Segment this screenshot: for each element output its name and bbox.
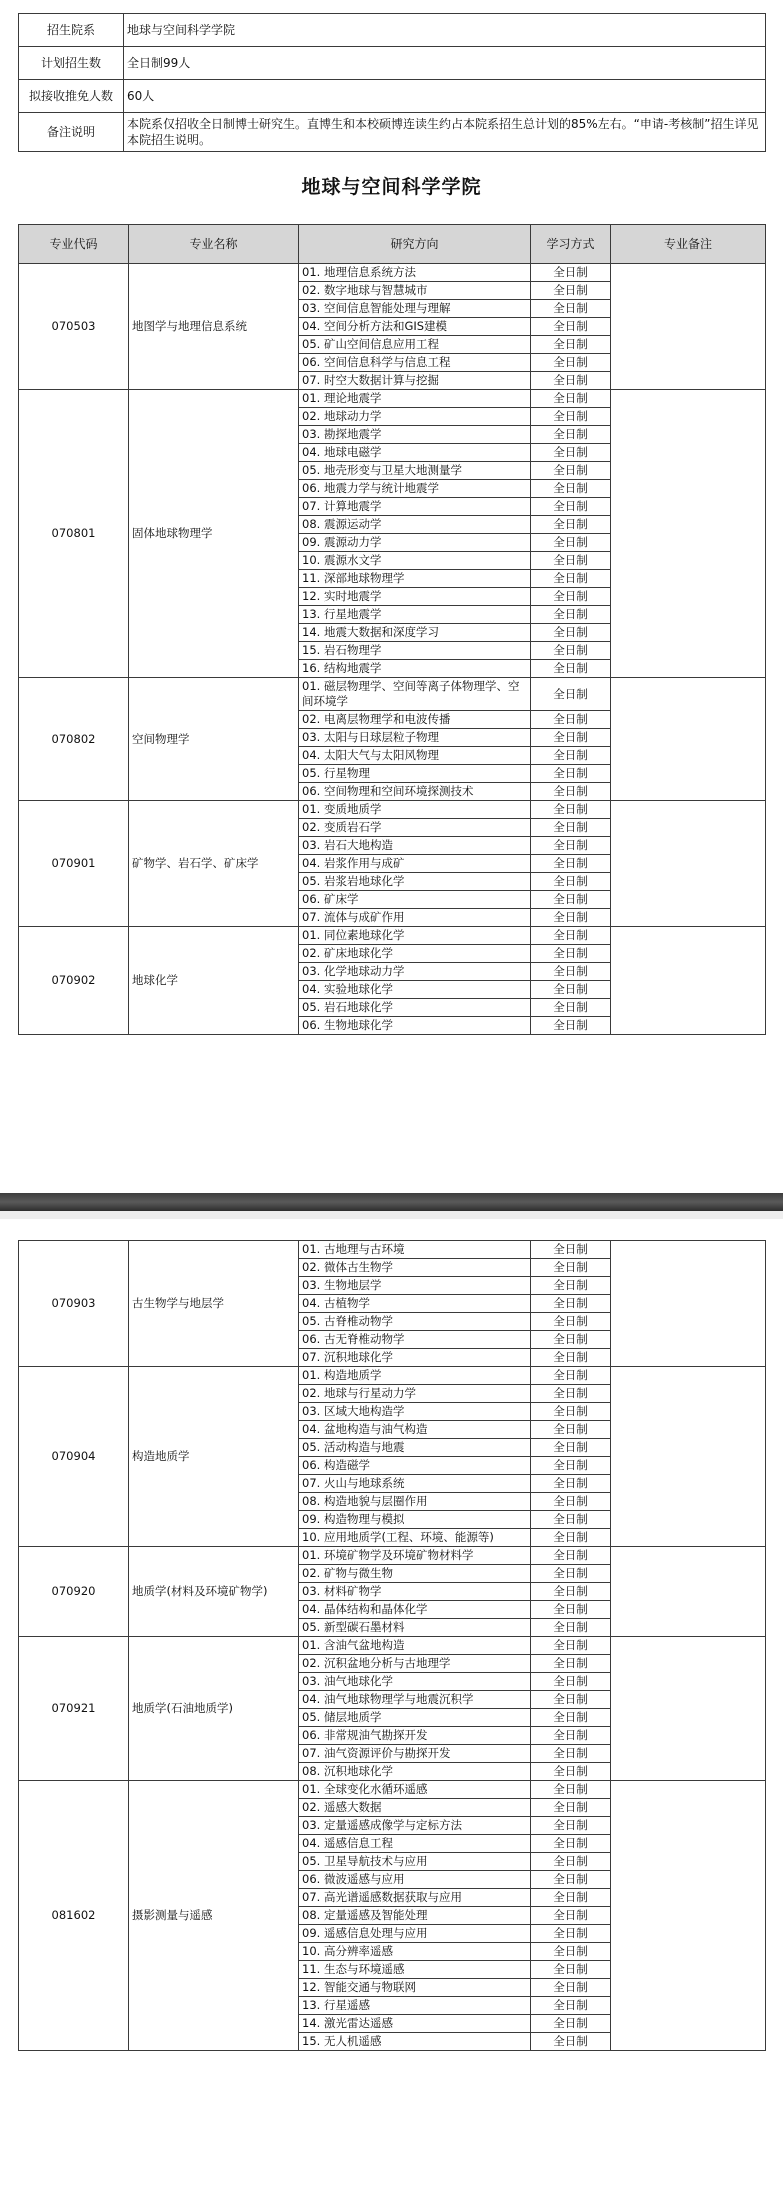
- study-mode: 全日制: [531, 1547, 611, 1565]
- page-gap: [0, 1211, 783, 1219]
- research-direction: 03. 太阳与日球层粒子物理: [299, 729, 531, 747]
- major-remark: [611, 1547, 766, 1637]
- research-direction: 06. 生物地球化学: [299, 1017, 531, 1035]
- study-mode: 全日制: [531, 300, 611, 318]
- research-direction: 06. 非常规油气勘探开发: [299, 1727, 531, 1745]
- study-mode: 全日制: [531, 1943, 611, 1961]
- major-code: 070802: [19, 678, 129, 801]
- major-name: 构造地质学: [129, 1367, 299, 1547]
- major-name: 古生物学与地层学: [129, 1241, 299, 1367]
- major-remark: [611, 927, 766, 1035]
- research-direction: 05. 地壳形变与卫星大地测量学: [299, 462, 531, 480]
- study-mode: 全日制: [531, 1727, 611, 1745]
- majors-section-1: [18, 224, 765, 1035]
- research-direction: 03. 化学地球动力学: [299, 963, 531, 981]
- study-mode: 全日制: [531, 1277, 611, 1295]
- major-remark: [611, 264, 766, 390]
- study-mode: 全日制: [531, 372, 611, 390]
- research-direction: 06. 构造磁学: [299, 1457, 531, 1475]
- research-direction: 01. 地理信息系统方法: [299, 264, 531, 282]
- research-direction: 04. 地球电磁学: [299, 444, 531, 462]
- info-value: 本院系仅招收全日制博士研究生。直博生和本校硕博连读生约占本院系招生总计划的85%左右。“申请-考核制”招生详见本院招生说明。: [124, 113, 766, 152]
- research-direction: 05. 行星物理: [299, 765, 531, 783]
- research-direction: 03. 生物地层学: [299, 1277, 531, 1295]
- research-direction: 08. 构造地貌与层圈作用: [299, 1493, 531, 1511]
- study-mode: 全日制: [531, 1709, 611, 1727]
- study-mode: 全日制: [531, 534, 611, 552]
- study-mode: 全日制: [531, 1619, 611, 1637]
- research-direction: 02. 微体古生物学: [299, 1259, 531, 1277]
- research-direction: 04. 实验地球化学: [299, 981, 531, 999]
- majors-table-2: [18, 1240, 766, 2051]
- info-key: 备注说明: [19, 113, 124, 152]
- study-mode: 全日制: [531, 1997, 611, 2015]
- study-mode: 全日制: [531, 1259, 611, 1277]
- page-title: 地球与空间科学学院: [301, 176, 482, 198]
- major-remark: [611, 1241, 766, 1367]
- study-mode: 全日制: [531, 1655, 611, 1673]
- research-direction: 07. 流体与成矿作用: [299, 909, 531, 927]
- major-remark: [611, 678, 766, 801]
- research-direction: 05. 活动构造与地震: [299, 1439, 531, 1457]
- header-mode: 学习方式: [531, 225, 611, 264]
- table-row: [19, 678, 766, 711]
- research-direction: 04. 晶体结构和晶体化学: [299, 1601, 531, 1619]
- study-mode: 全日制: [531, 1583, 611, 1601]
- research-direction: 15. 岩石物理学: [299, 642, 531, 660]
- study-mode: 全日制: [531, 927, 611, 945]
- study-mode: 全日制: [531, 855, 611, 873]
- research-direction: 15. 无人机遥感: [299, 2033, 531, 2051]
- research-direction: 03. 区域大地构造学: [299, 1403, 531, 1421]
- research-direction: 11. 生态与环境遥感: [299, 1961, 531, 1979]
- header-name: 专业名称: [129, 225, 299, 264]
- research-direction: 05. 岩浆岩地球化学: [299, 873, 531, 891]
- research-direction: 02. 数字地球与智慧城市: [299, 282, 531, 300]
- study-mode: 全日制: [531, 1799, 611, 1817]
- research-direction: 03. 空间信息智能处理与理解: [299, 300, 531, 318]
- major-code: 070903: [19, 1241, 129, 1367]
- study-mode: 全日制: [531, 570, 611, 588]
- research-direction: 10. 应用地质学(工程、环境、能源等): [299, 1529, 531, 1547]
- study-mode: 全日制: [531, 801, 611, 819]
- study-mode: 全日制: [531, 642, 611, 660]
- table-row: [19, 927, 766, 945]
- study-mode: 全日制: [531, 1835, 611, 1853]
- study-mode: 全日制: [531, 1241, 611, 1259]
- study-mode: 全日制: [531, 819, 611, 837]
- info-key: 拟接收推免人数: [19, 80, 124, 113]
- study-mode: 全日制: [531, 408, 611, 426]
- study-mode: 全日制: [531, 999, 611, 1017]
- research-direction: 13. 行星地震学: [299, 606, 531, 624]
- research-direction: 02. 矿床地球化学: [299, 945, 531, 963]
- study-mode: 全日制: [531, 873, 611, 891]
- study-mode: 全日制: [531, 1889, 611, 1907]
- research-direction: 08. 震源运动学: [299, 516, 531, 534]
- study-mode: 全日制: [531, 1349, 611, 1367]
- majors-body-1: [19, 264, 766, 1035]
- study-mode: 全日制: [531, 1331, 611, 1349]
- study-mode: 全日制: [531, 1925, 611, 1943]
- study-mode: 全日制: [531, 1421, 611, 1439]
- study-mode: 全日制: [531, 1475, 611, 1493]
- research-direction: 02. 地球与行星动力学: [299, 1385, 531, 1403]
- study-mode: 全日制: [531, 390, 611, 408]
- info-row-recommend: [19, 80, 766, 113]
- research-direction: 10. 高分辨率遥感: [299, 1943, 531, 1961]
- research-direction: 06. 微波遥感与应用: [299, 1871, 531, 1889]
- research-direction: 02. 沉积盆地分析与古地理学: [299, 1655, 531, 1673]
- table-row: [19, 390, 766, 408]
- research-direction: 07. 计算地震学: [299, 498, 531, 516]
- research-direction: 11. 深部地球物理学: [299, 570, 531, 588]
- study-mode: 全日制: [531, 747, 611, 765]
- study-mode: 全日制: [531, 498, 611, 516]
- study-mode: 全日制: [531, 1871, 611, 1889]
- research-direction: 03. 定量遥感成像学与定标方法: [299, 1817, 531, 1835]
- study-mode: 全日制: [531, 2015, 611, 2033]
- research-direction: 02. 矿物与微生物: [299, 1565, 531, 1583]
- research-direction: 14. 地震大数据和深度学习: [299, 624, 531, 642]
- research-direction: 03. 材料矿物学: [299, 1583, 531, 1601]
- research-direction: 06. 空间信息科学与信息工程: [299, 354, 531, 372]
- study-mode: 全日制: [531, 1979, 611, 1997]
- research-direction: 01. 全球变化水循环遥感: [299, 1781, 531, 1799]
- study-mode: 全日制: [531, 1457, 611, 1475]
- research-direction: 04. 油气地球物理学与地震沉积学: [299, 1691, 531, 1709]
- study-mode: 全日制: [531, 426, 611, 444]
- research-direction: 01. 同位素地球化学: [299, 927, 531, 945]
- study-mode: 全日制: [531, 1385, 611, 1403]
- study-mode: 全日制: [531, 945, 611, 963]
- research-direction: 16. 结构地震学: [299, 660, 531, 678]
- major-code: 070902: [19, 927, 129, 1035]
- table-row: [19, 1637, 766, 1655]
- research-direction: 07. 时空大数据计算与挖掘: [299, 372, 531, 390]
- research-direction: 08. 定量遥感及智能处理: [299, 1907, 531, 1925]
- study-mode: 全日制: [531, 1673, 611, 1691]
- research-direction: 05. 卫星导航技术与应用: [299, 1853, 531, 1871]
- research-direction: 01. 变质地质学: [299, 801, 531, 819]
- study-mode: 全日制: [531, 1853, 611, 1871]
- major-name: 地质学(材料及环境矿物学): [129, 1547, 299, 1637]
- research-direction: 04. 太阳大气与太阳风物理: [299, 747, 531, 765]
- research-direction: 13. 行星遥感: [299, 1997, 531, 2015]
- study-mode: 全日制: [531, 1763, 611, 1781]
- major-name: 地质学(石油地质学): [129, 1637, 299, 1781]
- study-mode: 全日制: [531, 624, 611, 642]
- table-row: [19, 1781, 766, 1799]
- research-direction: 01. 磁层物理学、空间等离子体物理学、空间环境学: [299, 678, 531, 711]
- study-mode: 全日制: [531, 1637, 611, 1655]
- info-key: 计划招生数: [19, 47, 124, 80]
- study-mode: 全日制: [531, 318, 611, 336]
- research-direction: 06. 古无脊椎动物学: [299, 1331, 531, 1349]
- major-code: 070920: [19, 1547, 129, 1637]
- info-row-note: [19, 113, 766, 152]
- research-direction: 02. 地球动力学: [299, 408, 531, 426]
- study-mode: 全日制: [531, 1691, 611, 1709]
- study-mode: 全日制: [531, 1601, 611, 1619]
- research-direction: 02. 电离层物理学和电波传播: [299, 711, 531, 729]
- research-direction: 07. 高光谱遥感数据获取与应用: [299, 1889, 531, 1907]
- header-code: 专业代码: [19, 225, 129, 264]
- research-direction: 09. 遥感信息处理与应用: [299, 1925, 531, 1943]
- major-remark: [611, 390, 766, 678]
- research-direction: 06. 空间物理和空间环境探测技术: [299, 783, 531, 801]
- info-value: 全日制99人: [124, 47, 766, 80]
- study-mode: 全日制: [531, 765, 611, 783]
- study-mode: 全日制: [531, 1403, 611, 1421]
- study-mode: 全日制: [531, 678, 611, 711]
- info-row-department: [19, 14, 766, 47]
- study-mode: 全日制: [531, 462, 611, 480]
- majors-table-1: [18, 224, 766, 1035]
- study-mode: 全日制: [531, 282, 611, 300]
- major-remark: [611, 801, 766, 927]
- research-direction: 09. 构造物理与模拟: [299, 1511, 531, 1529]
- study-mode: 全日制: [531, 783, 611, 801]
- study-mode: 全日制: [531, 1511, 611, 1529]
- major-name: 空间物理学: [129, 678, 299, 801]
- research-direction: 03. 油气地球化学: [299, 1673, 531, 1691]
- major-code: 070904: [19, 1367, 129, 1547]
- study-mode: 全日制: [531, 1367, 611, 1385]
- study-mode: 全日制: [531, 1529, 611, 1547]
- study-mode: 全日制: [531, 1493, 611, 1511]
- info-value: 60人: [124, 80, 766, 113]
- study-mode: 全日制: [531, 1817, 611, 1835]
- study-mode: 全日制: [531, 891, 611, 909]
- info-table: [18, 13, 766, 152]
- info-value: 地球与空间科学学院: [124, 14, 766, 47]
- major-name: 地球化学: [129, 927, 299, 1035]
- study-mode: 全日制: [531, 837, 611, 855]
- research-direction: 03. 勘探地震学: [299, 426, 531, 444]
- study-mode: 全日制: [531, 1439, 611, 1457]
- study-mode: 全日制: [531, 1961, 611, 1979]
- table-row: [19, 801, 766, 819]
- table-row: [19, 1367, 766, 1385]
- major-name: 地图学与地理信息系统: [129, 264, 299, 390]
- study-mode: 全日制: [531, 264, 611, 282]
- major-code: 070921: [19, 1637, 129, 1781]
- research-direction: 01. 构造地质学: [299, 1367, 531, 1385]
- info-section: [18, 13, 765, 152]
- study-mode: 全日制: [531, 480, 611, 498]
- study-mode: 全日制: [531, 1017, 611, 1035]
- research-direction: 12. 实时地震学: [299, 588, 531, 606]
- research-direction: 07. 火山与地球系统: [299, 1475, 531, 1493]
- study-mode: 全日制: [531, 1781, 611, 1799]
- research-direction: 14. 激光雷达遥感: [299, 2015, 531, 2033]
- study-mode: 全日制: [531, 909, 611, 927]
- header-remark: 专业备注: [611, 225, 766, 264]
- research-direction: 03. 岩石大地构造: [299, 837, 531, 855]
- major-remark: [611, 1637, 766, 1781]
- study-mode: 全日制: [531, 1313, 611, 1331]
- research-direction: 02. 遥感大数据: [299, 1799, 531, 1817]
- majors-section-2: [18, 1240, 765, 2051]
- table-row: [19, 264, 766, 282]
- study-mode: 全日制: [531, 1745, 611, 1763]
- study-mode: 全日制: [531, 729, 611, 747]
- research-direction: 01. 环境矿物学及环境矿物材料学: [299, 1547, 531, 1565]
- study-mode: 全日制: [531, 1295, 611, 1313]
- research-direction: 01. 古地理与古环境: [299, 1241, 531, 1259]
- research-direction: 04. 空间分析方法和GIS建模: [299, 318, 531, 336]
- info-key: 招生院系: [19, 14, 124, 47]
- research-direction: 06. 矿床学: [299, 891, 531, 909]
- table-header: [19, 225, 766, 264]
- major-name: 摄影测量与遥感: [129, 1781, 299, 2051]
- research-direction: 05. 古脊椎动物学: [299, 1313, 531, 1331]
- research-direction: 04. 遥感信息工程: [299, 1835, 531, 1853]
- research-direction: 04. 岩浆作用与成矿: [299, 855, 531, 873]
- research-direction: 01. 理论地震学: [299, 390, 531, 408]
- header-direction: 研究方向: [299, 225, 531, 264]
- study-mode: 全日制: [531, 336, 611, 354]
- research-direction: 05. 新型碳石墨材料: [299, 1619, 531, 1637]
- major-code: 070901: [19, 801, 129, 927]
- table-row: [19, 1547, 766, 1565]
- major-code: 070801: [19, 390, 129, 678]
- study-mode: 全日制: [531, 981, 611, 999]
- research-direction: 09. 震源动力学: [299, 534, 531, 552]
- research-direction: 07. 油气资源评价与勘探开发: [299, 1745, 531, 1763]
- research-direction: 05. 岩石地球化学: [299, 999, 531, 1017]
- study-mode: 全日制: [531, 1565, 611, 1583]
- study-mode: 全日制: [531, 552, 611, 570]
- info-row-plan: [19, 47, 766, 80]
- page-separator: [0, 1193, 783, 1211]
- research-direction: 07. 沉积地球化学: [299, 1349, 531, 1367]
- study-mode: 全日制: [531, 606, 611, 624]
- research-direction: 12. 智能交通与物联网: [299, 1979, 531, 1997]
- research-direction: 02. 变质岩石学: [299, 819, 531, 837]
- major-remark: [611, 1367, 766, 1547]
- research-direction: 04. 盆地构造与油气构造: [299, 1421, 531, 1439]
- major-code: 070503: [19, 264, 129, 390]
- study-mode: 全日制: [531, 444, 611, 462]
- study-mode: 全日制: [531, 1907, 611, 1925]
- study-mode: 全日制: [531, 963, 611, 981]
- research-direction: 05. 储层地质学: [299, 1709, 531, 1727]
- research-direction: 04. 古植物学: [299, 1295, 531, 1313]
- study-mode: 全日制: [531, 660, 611, 678]
- table-row: [19, 1241, 766, 1259]
- majors-body-2: [19, 1241, 766, 2051]
- study-mode: 全日制: [531, 354, 611, 372]
- major-name: 矿物学、岩石学、矿床学: [129, 801, 299, 927]
- major-code: 081602: [19, 1781, 129, 2051]
- research-direction: 08. 沉积地球化学: [299, 1763, 531, 1781]
- study-mode: 全日制: [531, 516, 611, 534]
- research-direction: 01. 含油气盆地构造: [299, 1637, 531, 1655]
- study-mode: 全日制: [531, 588, 611, 606]
- research-direction: 05. 矿山空间信息应用工程: [299, 336, 531, 354]
- study-mode: 全日制: [531, 2033, 611, 2051]
- major-name: 固体地球物理学: [129, 390, 299, 678]
- major-remark: [611, 1781, 766, 2051]
- research-direction: 06. 地震力学与统计地震学: [299, 480, 531, 498]
- research-direction: 10. 震源水文学: [299, 552, 531, 570]
- study-mode: 全日制: [531, 711, 611, 729]
